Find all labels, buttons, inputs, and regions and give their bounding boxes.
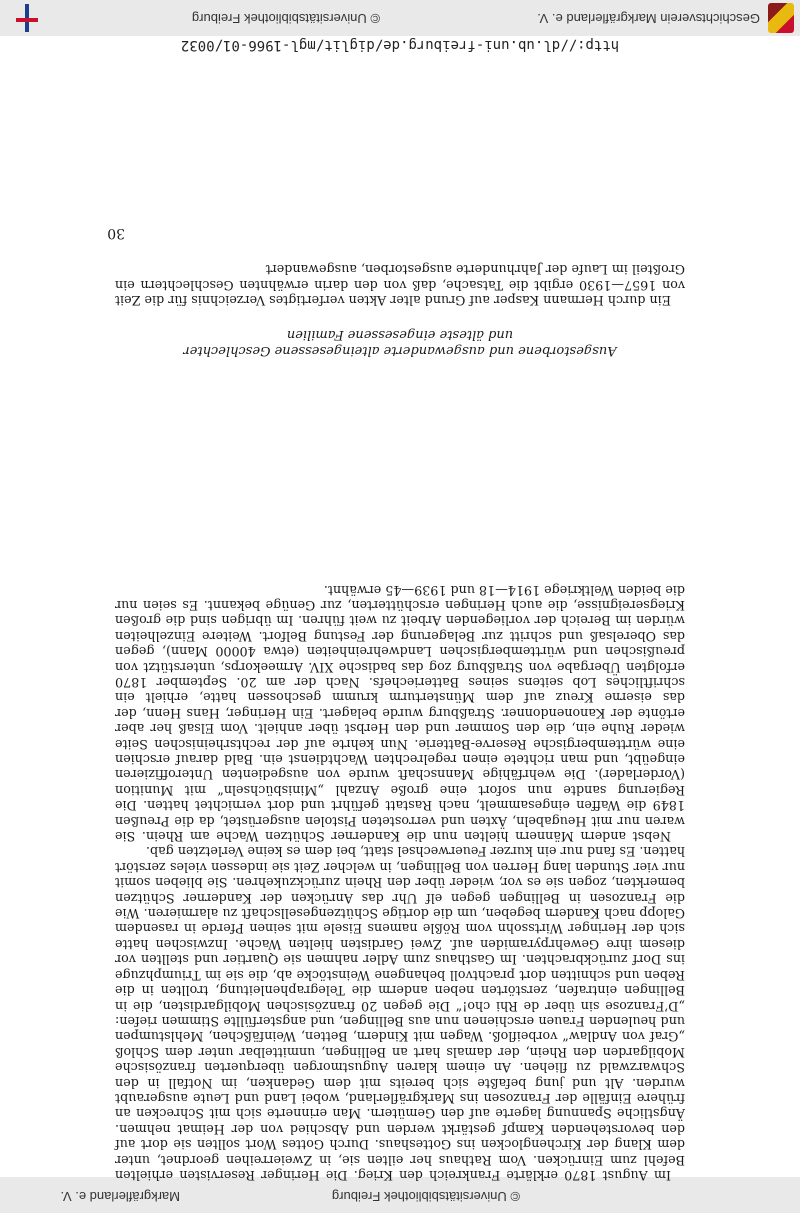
paragraph: Im August 1870 erklärte Frankreich den Krieg. Die Heringer Reservisten erhielten Befehl zum Einrücken. Vom Rathaus her eilten sie, in Zweierreihen geordnet, unter dem Klang der Kirchenglocken ins Gotteshaus. Durch Gottes Wort sollten sie dort auf den bevorstehenden Kampf gestärkt werden und Abschied von der Heimat nehmen. Ängstliche Spannung lagerte auf den Gemütern. Man erinnerte sich mit Schrecken an frühere Einfälle der Franzosen ins Markgräflerland, wobei Land und Leute ausgeraubt wurden. Alt und jung befaßte sich bereits mit dem Gedanken, im Notfall in den Schwarzwald zu fliehen. An einem klaren Augustmorgen überquerten französische Mobilgarden den Rhein, der damals hart an Bellingen, unmittelbar unter dem Schloß „Graf von Andlaw“ vorbeifloß. Wagen mit Kindern, Betten, Weinfäßchen, Mehlstumpen und heulenden Frauen erschienen nun aus Bellingen, und angsterfüllte Stimmen riefen: „D’Franzose sin über de Rhi cho!“ Die gegen 20 französischen Mobilgardisten, die in Bellingen eintrafen, zerstörten neben anderm die Telegraphenleitung, trollten in die Reben und schnitten dort prachtvoll behangene Weinstöcke ab, die sie im Triumphzuge ins Dorf zurückbrachten. Im Gasthaus zum Adler nahmen sie Quartier und stellten vor diesem ihre Gewehrpyramiden auf. Zwei Gardisten hielten Wache. Inzwischen hatte sich der Heringer Wirtssohn vom Rößle namens Eisele mit seinen Pferde in rasendem Galopp nach Kandern begeben, um die dortige Schützengesellschaft zu alarmieren. Wie die Franzosen in Bellingen gegen elf Uhr das Anrücken der Kanderner Schützen bemerkten, zogen sie es vor, wieder über den Rhein zurückzukehren. Sie blieben somit nur vier Stunden lang Herren von Bellingen, in welcher Zeit sie indessen vieles zerstört hatten. Es fand nur ein kurzer Feuerwechsel statt, bei dem es keine Verletzten gab. [115,844,685,1183]
footer-band-top [0,0,800,36]
paragraph: Nebst andern Männern hielten nun die Kanderner Schützen Wache am Rhein. Sie waren nur mit Heugabeln, Äxten und verrosteten Pistolen ausgerüstet, da die Preußen 1849 die Waffen eingesammelt, nach Rastatt geführt und dort vernichtet hatten. Die Regierung sandte nun sofort eine große Anzahl „Minisbüchseln“ mit Munition (Vorderlader). Die wehrfähige Mannschaft wurde von ausgedienten Unteroffizieren eingeübt, und man richtete einen regelrechten Wachtdienst ein. Bald darauf erschien eine württembergische Reserve-Batterie. Nun kehrte auf der rechtsrheinischen Seite wieder Ruhe ein, die den Sommer und den Herbst über anhielt. Vom Elsaß her aber ertönte der Kanonendonner. Straßburg wurde belagert. Ein Heringer, Hans Henn, der das eiserne Kreuz auf dem Münsterturm krumm geschossen hatte, erhielt ein schriftliches Lob seitens seines Batteriechefs. Nach der am 20. September 1870 erfolgten Übergabe von Straßburg zog das badische XIV. Armeekorps, unterstützt von preußischen und württembergischen Landwehreinheiten (etwa 40000 Mann), gegen das Oberelsaß und schritt zur Belagerung der Festung Belfort. Weitere Einzelheiten würden im Bereich der vorliegenden Arbeit zu weit führen. Im übrigen sind die großen Kriegsereignisse, die auch Heringen erschütterten, zur Genüge bekannt. Es seien nur die beiden Weltkriege 1914—18 und 1939—45 erwähnt. [115,582,685,845]
permalink-url[interactable]: http://dl.ub.uni-freiburg.de/diglit/mgl-1966-01/0032 [180,37,620,53]
body-text-after [115,262,685,308]
page-number: 30 [107,225,125,241]
logo-bar [16,18,38,22]
library-logo-icon [16,4,38,32]
society-logo-icon [768,3,794,33]
heading-line-2: und älteste eingesessene Familien [286,327,514,342]
library-credit-bottom: © Universitätsbibliothek Freiburg [331,1189,520,1204]
body-text [115,582,685,1183]
paragraph: Ein durch Hermann Kasper auf Grund alter Akten verfertigtes Verzeichnis für die Zeit von 1657—1930 ergibt die Tatsache, daß von den darin erwähnten Geschlechtern ein Großteil im Laufe der Jahrhunderte ausgestorben, ausgewandert [115,262,685,308]
heading-line-1: Ausgestorbene und ausgewanderte alteingesessene Geschlechter [183,343,617,358]
section-heading [100,326,700,358]
society-credit-top: Geschichtsverein Markgräflerland e. V. [537,11,760,26]
society-credit-bottom: Markgräflerland e. V. [60,1189,180,1204]
library-credit-top: © Universitätsbibliothek Freiburg [191,11,380,26]
